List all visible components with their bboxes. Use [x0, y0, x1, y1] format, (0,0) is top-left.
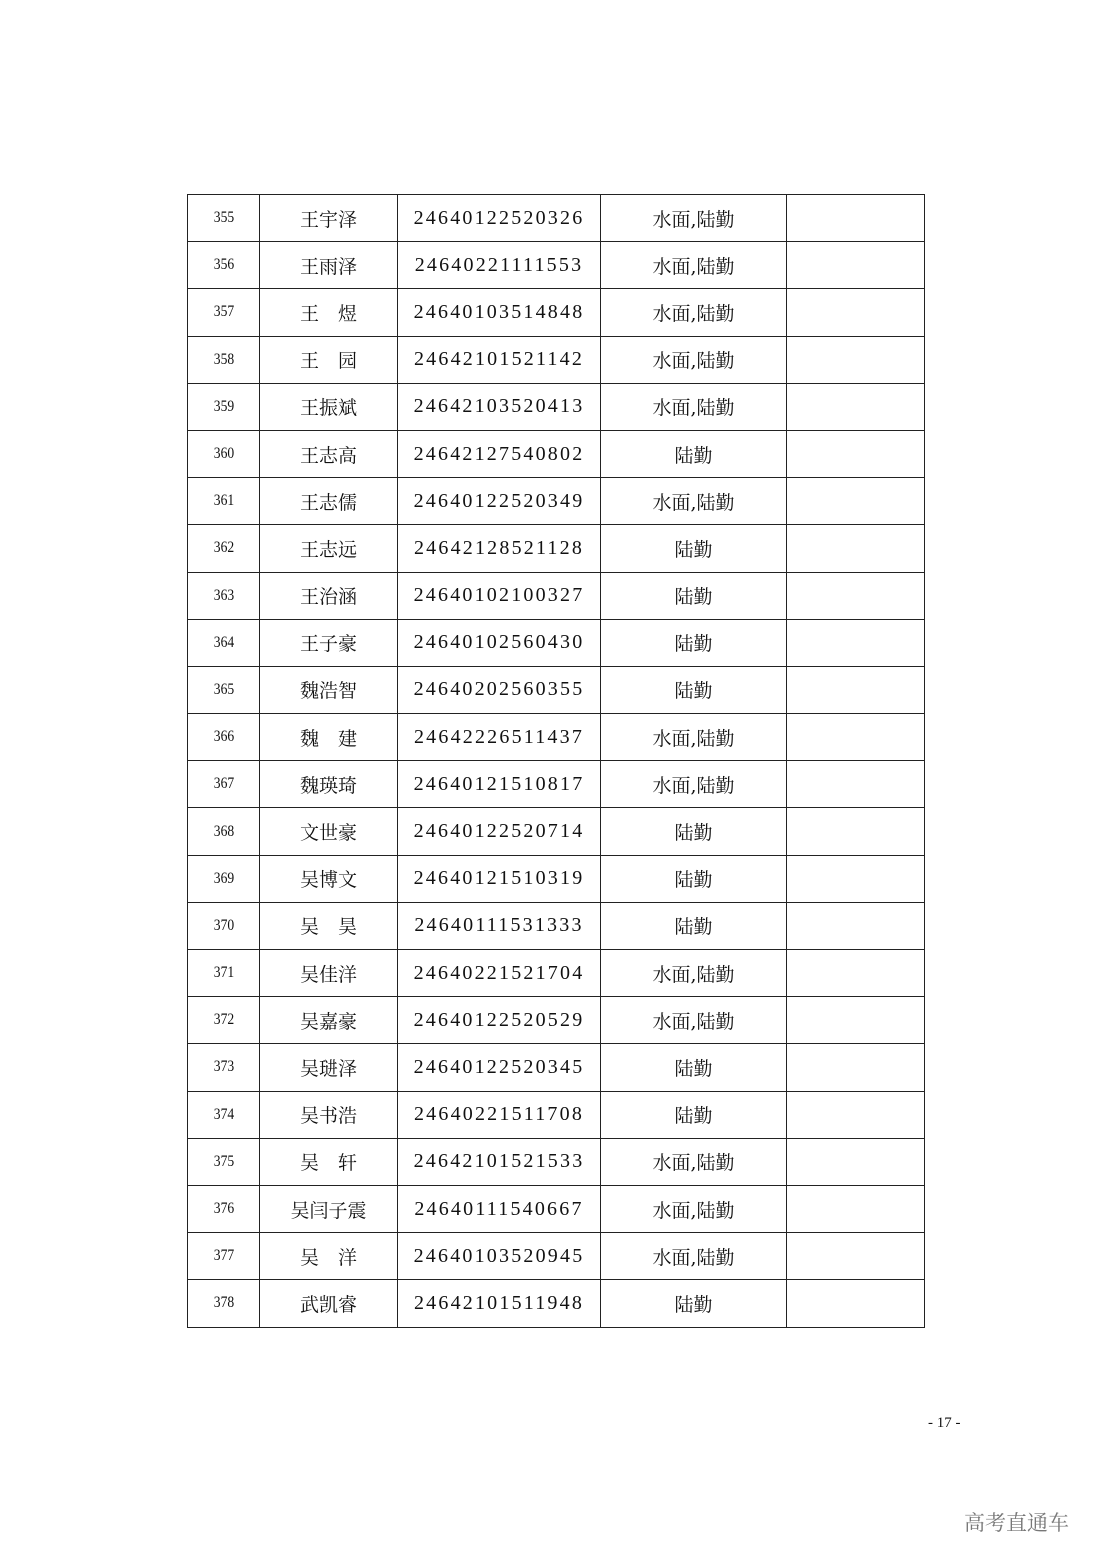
- row-number: 374: [193, 1091, 254, 1138]
- table-row: [188, 525, 925, 572]
- note-cell: [787, 950, 925, 997]
- name-cell: 武凯睿: [260, 1280, 398, 1327]
- table-row: [188, 383, 925, 430]
- row-number: 368: [193, 808, 254, 855]
- table-row: [188, 478, 925, 525]
- exam-id-cell: 24640122520326: [398, 195, 601, 242]
- row-number: 355: [193, 195, 254, 242]
- note-cell: [787, 242, 925, 289]
- name-cell: 吴书浩: [260, 1091, 398, 1138]
- name-cell: 王治涵: [260, 572, 398, 619]
- note-cell: [787, 761, 925, 808]
- note-cell: [787, 855, 925, 902]
- table-row: [188, 430, 925, 477]
- table-row: [188, 572, 925, 619]
- note-cell: [787, 666, 925, 713]
- note-cell: [787, 1044, 925, 1091]
- name-cell: 吴闫子震: [260, 1185, 398, 1232]
- table-body: [188, 195, 925, 1328]
- exam-id-cell: 24640111540667: [398, 1185, 601, 1232]
- name-cell: 吴 轩: [260, 1138, 398, 1185]
- row-number: 376: [193, 1185, 254, 1232]
- row-number: 377: [193, 1233, 254, 1280]
- table-row: [188, 1091, 925, 1138]
- exam-id-cell: 24642226511437: [398, 714, 601, 761]
- note-cell: [787, 1185, 925, 1232]
- name-cell: 王雨泽: [260, 242, 398, 289]
- note-cell: [787, 619, 925, 666]
- category-cell: 陆勤: [601, 430, 787, 477]
- table-row: [188, 808, 925, 855]
- name-cell: 王振斌: [260, 383, 398, 430]
- category-cell: 水面,陆勤: [601, 336, 787, 383]
- category-cell: 陆勤: [601, 619, 787, 666]
- category-cell: 水面,陆勤: [601, 761, 787, 808]
- name-cell: 吴佳洋: [260, 950, 398, 997]
- row-number: 362: [193, 525, 254, 572]
- category-cell: 陆勤: [601, 572, 787, 619]
- note-cell: [787, 997, 925, 1044]
- category-cell: 陆勤: [601, 525, 787, 572]
- name-cell: 文世豪: [260, 808, 398, 855]
- note-cell: [787, 1138, 925, 1185]
- name-cell: 魏浩智: [260, 666, 398, 713]
- row-number: 369: [193, 855, 254, 902]
- candidate-table: [187, 194, 925, 1328]
- category-cell: 陆勤: [601, 1091, 787, 1138]
- exam-id-cell: 24642101521142: [398, 336, 601, 383]
- note-cell: [787, 336, 925, 383]
- row-number: 372: [193, 997, 254, 1044]
- exam-id-cell: 24640122520345: [398, 1044, 601, 1091]
- category-cell: 陆勤: [601, 902, 787, 949]
- row-number: 373: [193, 1044, 254, 1091]
- name-cell: 王子豪: [260, 619, 398, 666]
- table-row: [188, 242, 925, 289]
- note-cell: [787, 1233, 925, 1280]
- name-cell: 王 煜: [260, 289, 398, 336]
- category-cell: 陆勤: [601, 1280, 787, 1327]
- exam-id-cell: 24642101511948: [398, 1280, 601, 1327]
- table-row: [188, 336, 925, 383]
- note-cell: [787, 714, 925, 761]
- name-cell: 吴博文: [260, 855, 398, 902]
- category-cell: 水面,陆勤: [601, 1138, 787, 1185]
- note-cell: [787, 525, 925, 572]
- category-cell: 陆勤: [601, 855, 787, 902]
- exam-id-cell: 24640122520349: [398, 478, 601, 525]
- category-cell: 水面,陆勤: [601, 997, 787, 1044]
- category-cell: 水面,陆勤: [601, 1233, 787, 1280]
- name-cell: 魏 建: [260, 714, 398, 761]
- row-number: 356: [193, 242, 254, 289]
- exam-id-cell: 24640202560355: [398, 666, 601, 713]
- row-number: 375: [193, 1138, 254, 1185]
- table-row: [188, 714, 925, 761]
- exam-id-cell: 24640121510319: [398, 855, 601, 902]
- row-number: 378: [193, 1280, 254, 1327]
- category-cell: 陆勤: [601, 808, 787, 855]
- row-number: 365: [193, 666, 254, 713]
- name-cell: 吴 洋: [260, 1233, 398, 1280]
- table-row: [188, 619, 925, 666]
- exam-id-cell: 24642127540802: [398, 430, 601, 477]
- row-number: 371: [193, 950, 254, 997]
- name-cell: 吴嘉豪: [260, 997, 398, 1044]
- category-cell: 陆勤: [601, 666, 787, 713]
- category-cell: 水面,陆勤: [601, 383, 787, 430]
- name-cell: 王志远: [260, 525, 398, 572]
- exam-id-cell: 24640102560430: [398, 619, 601, 666]
- note-cell: [787, 902, 925, 949]
- table-row: [188, 1185, 925, 1232]
- exam-id-cell: 24640121510817: [398, 761, 601, 808]
- exam-id-cell: 24642103520413: [398, 383, 601, 430]
- table-row: [188, 289, 925, 336]
- exam-id-cell: 24640221521704: [398, 950, 601, 997]
- note-cell: [787, 195, 925, 242]
- table-row: [188, 855, 925, 902]
- exam-id-cell: 24640221111553: [398, 242, 601, 289]
- page-number: - 17 -: [928, 1415, 961, 1431]
- row-number: 359: [193, 383, 254, 430]
- note-cell: [787, 1280, 925, 1327]
- note-cell: [787, 808, 925, 855]
- category-cell: 水面,陆勤: [601, 289, 787, 336]
- category-cell: 水面,陆勤: [601, 242, 787, 289]
- category-cell: 水面,陆勤: [601, 950, 787, 997]
- exam-id-cell: 24640103514848: [398, 289, 601, 336]
- row-number: 364: [193, 619, 254, 666]
- name-cell: 王宇泽: [260, 195, 398, 242]
- table-row: [188, 950, 925, 997]
- row-number: 367: [193, 761, 254, 808]
- name-cell: 魏瑛琦: [260, 761, 398, 808]
- name-cell: 王志儒: [260, 478, 398, 525]
- name-cell: 吴 昊: [260, 902, 398, 949]
- exam-id-cell: 24640122520714: [398, 808, 601, 855]
- category-cell: 水面,陆勤: [601, 478, 787, 525]
- row-number: 363: [193, 572, 254, 619]
- table-row: [188, 997, 925, 1044]
- note-cell: [787, 289, 925, 336]
- note-cell: [787, 430, 925, 477]
- table-row: [188, 1280, 925, 1327]
- table-row: [188, 195, 925, 242]
- exam-id-cell: 24642128521128: [398, 525, 601, 572]
- table-row: [188, 761, 925, 808]
- exam-id-cell: 24640102100327: [398, 572, 601, 619]
- row-number: 366: [193, 714, 254, 761]
- note-cell: [787, 383, 925, 430]
- category-cell: 水面,陆勤: [601, 714, 787, 761]
- exam-id-cell: 24640122520529: [398, 997, 601, 1044]
- table-row: [188, 902, 925, 949]
- row-number: 357: [193, 289, 254, 336]
- row-number: 370: [193, 902, 254, 949]
- table-row: [188, 1044, 925, 1091]
- name-cell: 王 园: [260, 336, 398, 383]
- note-cell: [787, 478, 925, 525]
- row-number: 361: [193, 478, 254, 525]
- name-cell: 吴琎泽: [260, 1044, 398, 1091]
- exam-id-cell: 24640221511708: [398, 1091, 601, 1138]
- exam-id-cell: 24640103520945: [398, 1233, 601, 1280]
- category-cell: 水面,陆勤: [601, 1185, 787, 1232]
- table-row: [188, 1233, 925, 1280]
- name-cell: 王志高: [260, 430, 398, 477]
- note-cell: [787, 572, 925, 619]
- row-number: 360: [193, 430, 254, 477]
- exam-id-cell: 24640111531333: [398, 902, 601, 949]
- watermark: 高考直通车: [964, 1511, 1069, 1535]
- category-cell: 陆勤: [601, 1044, 787, 1091]
- table-row: [188, 666, 925, 713]
- note-cell: [787, 1091, 925, 1138]
- category-cell: 水面,陆勤: [601, 195, 787, 242]
- row-number: 358: [193, 336, 254, 383]
- table-row: [188, 1138, 925, 1185]
- exam-id-cell: 24642101521533: [398, 1138, 601, 1185]
